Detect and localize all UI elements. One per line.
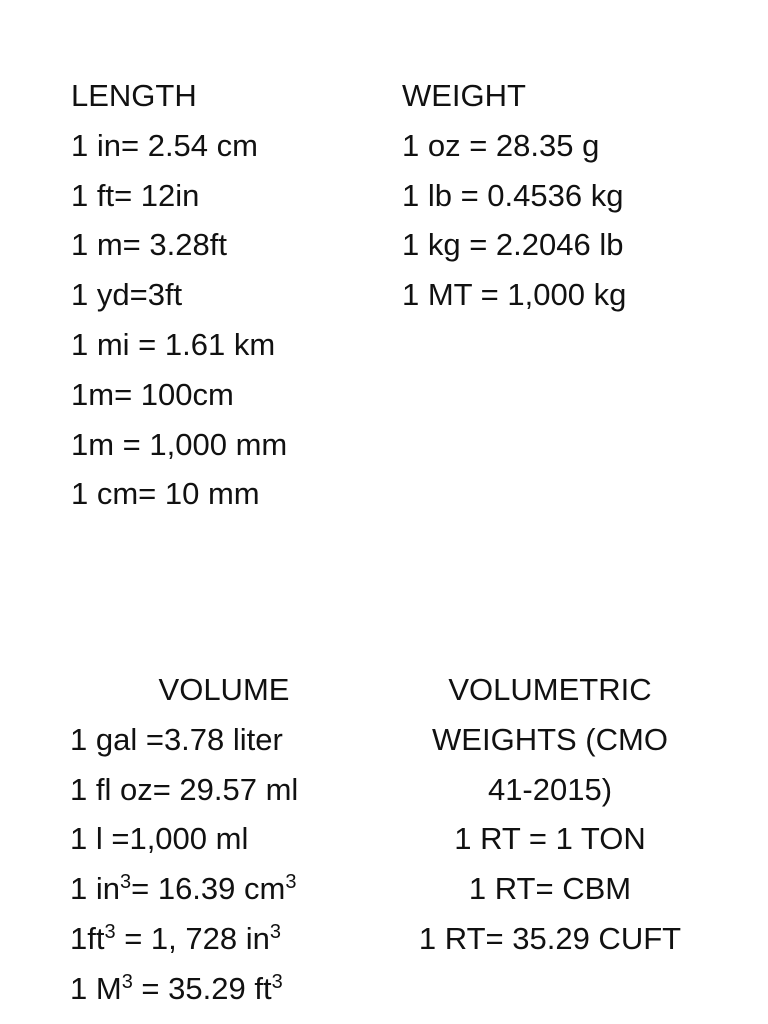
length-item: 1m = 1,000 mm — [71, 426, 288, 462]
volumetric-heading: VOLUMETRIC — [448, 672, 652, 707]
length-item: 1 m= 3.28ft — [71, 227, 227, 263]
length-item: 1m= 100cm — [71, 376, 234, 412]
weight-item: 1 kg = 2.2046 lb — [402, 227, 624, 263]
volumetric-item: 1 RT= CBM — [468, 871, 632, 907]
length-item: 1 in= 2.54 cm — [71, 127, 258, 163]
volumetric-weights-section — [400, 665, 700, 964]
weight-item: 1 lb = 0.4536 kg — [402, 177, 624, 213]
superscript-exponent: 3 — [285, 871, 297, 894]
superscript-exponent: 3 — [121, 970, 133, 993]
volumetric-heading: 41-2015) — [487, 771, 613, 807]
superscript-exponent: 3 — [269, 920, 281, 943]
volumetric-heading: WEIGHTS (CMO — [432, 721, 668, 757]
weight-section — [402, 71, 626, 320]
volumetric-item: 1 RT = 1 TON — [454, 821, 646, 857]
length-section — [71, 71, 287, 519]
volumetric-item: 1 RT= 35.29 CUFT — [418, 920, 682, 956]
volume-item: 1 $M^3 = 35.29$ $ft^3$ — [70, 970, 283, 1006]
weight-item: 1 MT = 1,000 kg — [402, 277, 627, 313]
volume-item: 1 $in^3= 16.39$ $cm^3$ — [70, 871, 297, 907]
length-item: 1 cm= 10 mm — [71, 476, 260, 512]
superscript-exponent: 3 — [119, 871, 132, 894]
volume-item: 1 l =1,000 ml — [70, 821, 249, 857]
volume-item: $1ft^3 = 1$, 728 $in^3$ — [70, 920, 281, 956]
volume-heading: VOLUME — [158, 672, 290, 707]
weight-heading: WEIGHT — [402, 78, 526, 113]
weight-item: 1 oz = 28.35 g — [402, 127, 600, 163]
length-item: 1 yd=3ft — [71, 277, 183, 313]
volume-section — [70, 665, 370, 1014]
volume-item: 1 fl oz= 29.57 ml — [70, 771, 299, 807]
superscript-exponent: 3 — [104, 920, 116, 943]
length-item: 1 mi = 1.61 km — [71, 326, 276, 362]
length-item: 1 ft= 12in — [71, 177, 200, 213]
superscript-exponent: 3 — [271, 970, 283, 993]
length-heading: LENGTH — [71, 78, 197, 113]
volume-item: 1 gal =3.78 liter — [70, 721, 283, 757]
